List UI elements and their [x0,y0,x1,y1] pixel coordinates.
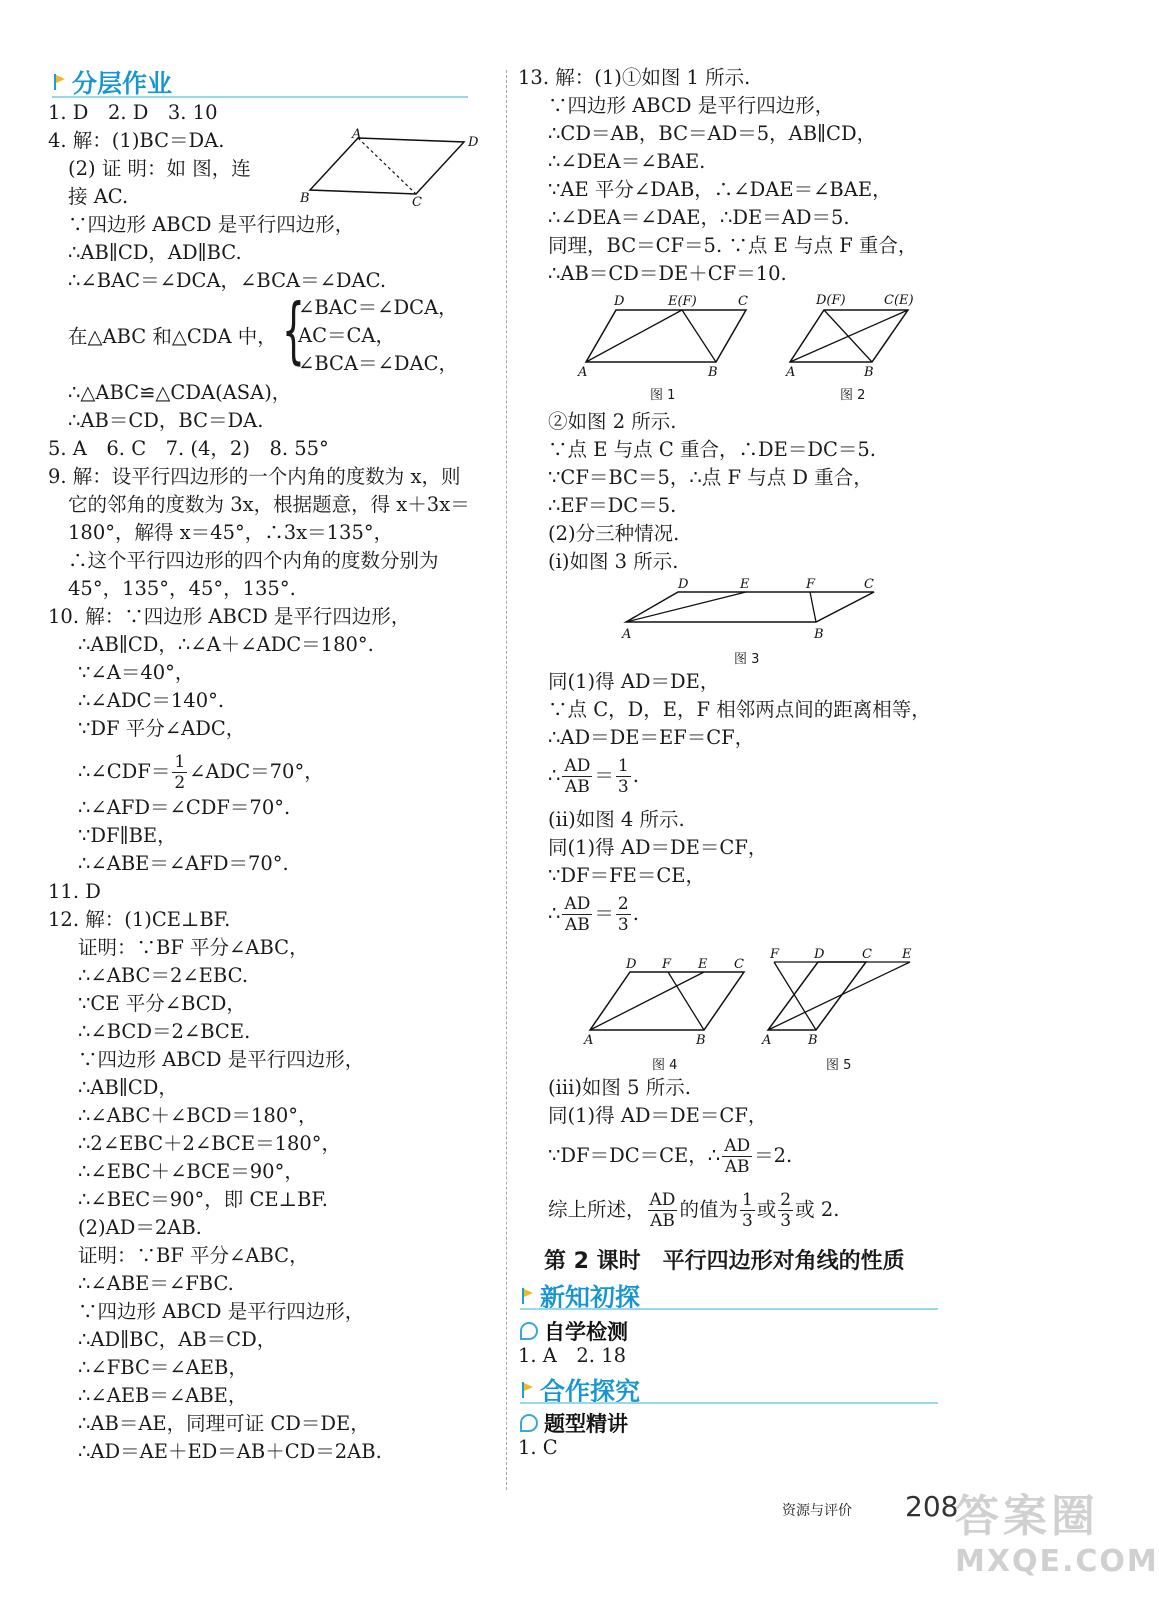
vertex-label: A [584,1033,594,1048]
answer-line: ∴∠EBC＋∠BCE＝90°， [78,1160,304,1183]
flag-icon [52,74,66,90]
footer-text: 资源与评价 [782,1503,852,1519]
answer-line: ∴∠BCD＝2∠BCE. [78,1020,251,1043]
answer-line: 180°，解得 x＝45°，∴3x＝135°， [68,521,394,544]
figure-caption: 图 5 [826,1058,852,1073]
figure-4-diagram [580,950,750,1050]
answer-line: 45°，135°，45°，135°. [68,577,296,600]
answer-line: ∴AB＝AE，同理可证 CD＝DE， [78,1412,370,1435]
figure-2 [780,290,930,402]
vertex-label: A [352,127,362,142]
fraction-half [172,752,187,793]
figure-3-diagram [616,574,886,646]
segment-ae [626,592,746,622]
text-fragment: ＝2. [754,1144,793,1167]
answer-line: 它的邻角的度数为 3x，根据题意，得 x＋3x＝ [68,493,470,516]
text-fragment: ∠ADC＝70°， [189,760,324,783]
figure-caption: 图 1 [650,388,676,403]
vertex-label: A [578,365,588,380]
segment-ae [768,962,910,1030]
numerator: AD [649,1190,676,1210]
pencil-icon [520,1322,538,1340]
answer-line: 接 AC. [68,185,129,208]
vertex-label: F [770,947,780,962]
figure-5 [760,942,920,1074]
answer-line: 在△ABC 和△CDA 中， [68,325,277,348]
vertex-label: B [864,365,874,380]
answer-line: 同理，BC＝CF＝5. ∵点 E 与点 F 重合， [548,234,918,257]
numerator: AD [564,756,591,776]
answer-line: ∵CE 平分∠BCD， [78,992,246,1015]
answer-line: ∵四边形 ABCD 是平行四边形， [78,1300,365,1323]
fraction-ad-ab [722,1136,752,1177]
vertex-label: B [708,365,718,380]
answer-line-with-fraction [548,1188,839,1232]
vertex-label: F [662,957,672,972]
vertex-label: C [734,957,744,972]
answer-line: ②如图 2 所示. [548,410,677,433]
answer-line: 1. C [518,1436,558,1459]
parallelogram-diagram [296,128,488,208]
answer-line: ∵∠A＝40°， [78,661,195,684]
section-title-layered-homework: 分层作业 [52,64,172,100]
vertex-label: B [808,1033,818,1048]
vertex-label: C [864,577,874,592]
parallelogram-shape [768,962,866,1030]
vertex-label: A [622,627,632,642]
answer-line: ∵点 E 与点 C 重合，∴DE＝DC＝5. [548,438,876,461]
answer-line: ∴AD＝AE＋ED＝AB＋CD＝2AB. [78,1440,382,1463]
fraction-two-thirds [616,894,631,935]
denominator: AB [564,777,590,797]
vertex-label: E [698,957,708,972]
section-rule [52,96,468,98]
numerator: AD [564,894,591,914]
vertex-label: D [468,135,479,150]
answer-line: ∵四边形 ABCD 是平行四边形， [68,213,355,236]
answer-line: ∴∠BEC＝90°，即 CE⊥BF. [78,1188,329,1211]
text-fragment: ∵DF＝DC＝CE，∴ [548,1144,721,1167]
figure-5-diagram [760,942,920,1050]
answer-line: ∴∠AEB＝∠ABE， [78,1384,248,1407]
vertex-label: F [806,577,816,592]
denominator: AB [724,1157,750,1177]
segment-ae [590,972,704,1030]
text-fragment: ∴∠CDF＝ [78,760,171,783]
flag-icon [520,1382,534,1398]
vertex-label: B [814,627,824,642]
answer-line: 12. 解：(1)CE⊥BF. [48,908,231,931]
page-number: 208 [905,1490,959,1523]
parallelogram-shape [626,592,874,622]
column-divider [506,70,507,1490]
answer-line: ∵点 C，D，E，F 相邻两点间的距离相等， [548,698,931,721]
text-fragment: 综上所述， [548,1198,646,1221]
figure-parallelogram-q4 [296,128,488,208]
vertex-label: B [300,191,310,206]
vertex-label: A [786,365,796,380]
answer-line: ∴∠ADC＝140°. [78,689,225,712]
answer-line: (iii)如图 5 所示. [548,1076,691,1099]
answer-line: ∴∠ABC＋∠BCD＝180°， [78,1104,318,1127]
answer-line: ∵CF＝BC＝5，∴点 F 与点 D 重合， [548,466,873,489]
segment-bf [682,310,716,362]
answer-line: ∴AD＝DE＝EF＝CF， [548,726,755,749]
answer-line: (ii)如图 4 所示. [548,808,685,831]
vertex-label: D [626,957,637,972]
answer-line: 同(1)得 AD＝DE＝CF， [548,836,768,859]
vertex-label: C [412,195,422,210]
brace-line: ∠BCA＝∠DAC， [298,352,459,375]
section-rule [520,1402,938,1404]
therefore-symbol: ∴ [548,902,561,925]
numerator: 2 [780,1190,792,1210]
figure-1-diagram [572,290,762,380]
answer-line: (2)分三种情况. [548,522,680,545]
answer-line: 证明：∵BF 平分∠ABC， [78,1244,309,1267]
denominator: AB [650,1211,675,1231]
answer-line: ∴AB＝CD＝DE＋CF＝10. [548,262,787,285]
brace-line: AC＝CA， [298,324,396,347]
answer-line: ∵四边形 ABCD 是平行四边形， [548,94,835,117]
vertex-label: E [902,947,912,962]
answer-line: ∴CD＝AB，BC＝AD＝5，AB∥CD， [548,122,877,145]
section-title-new-knowledge: 新知初探 [520,1278,640,1314]
answer-line-with-fraction [548,1134,792,1178]
numerator: 1 [617,756,629,776]
numerator: AD [724,1136,751,1156]
segment-bf [824,310,872,362]
numerator: 1 [174,752,186,772]
figure-3 [616,574,886,666]
figure-caption: 图 2 [840,388,866,403]
brace-icon: { [282,288,305,372]
text-fragment: 或 [756,1198,777,1221]
watermark-top: 答案圈 [955,1491,1099,1542]
answer-line: 5. A 6. C 7. (4，2) 8. 55° [48,437,329,460]
text-fragment: 或 2. [795,1198,840,1221]
lesson-title: 第 2 课时 平行四边形对角线的性质 [544,1249,905,1274]
parallelogram-shape [310,138,464,194]
answer-line: 9. 解：设平行四边形的一个内角的度数为 x，则 [48,465,461,488]
subsection-question-types: 题型精讲 [520,1408,628,1438]
answer-line: 13. 解：(1)①如图 1 所示. [518,66,751,89]
denominator: 2 [174,773,186,793]
parallelogram-shape [590,972,744,1030]
vertex-label: C(E) [884,293,914,308]
text-fragment: 的值为 [679,1198,738,1221]
answer-line: 11. D [48,880,101,903]
fraction-ad-ab [562,894,592,935]
denominator: 3 [617,915,629,935]
diagonal-ac [358,138,416,194]
answer-line: (i)如图 3 所示. [548,550,679,573]
answer-line: 证明：∵BF 平分∠ABC， [78,936,309,959]
answer-line: ∴∠AFD＝∠CDF＝70°. [78,796,291,819]
fraction-two-thirds [778,1190,793,1231]
answer-line-with-fraction: ∴ $\frac{AD}{AB}$ ＝ $\frac{2}{3}$ . [548,894,639,935]
answer-line: (2)AD＝2AB. [78,1216,202,1239]
vertex-label: D [678,577,689,592]
segment-bf [810,592,816,622]
answer-line: ∴∠FBC＝∠AEB， [78,1356,248,1379]
vertex-label: D(F) [816,293,846,308]
answer-line: ∴AB∥CD，∴∠A＋∠ADC＝180°. [78,633,374,656]
numerator: 2 [617,894,629,914]
answer-line: ∴AB∥CD， [78,1076,178,1099]
answer-line: ∴△ABC≌△CDA(ASA)， [68,381,292,404]
answer-line: ∵四边形 ABCD 是平行四边形， [78,1048,365,1071]
vertex-label: D [814,947,825,962]
answer-line: 同(1)得 AD＝DE＝CF， [548,1104,768,1127]
fraction-ad-ab [648,1190,678,1231]
answer-line: ∴∠ABC＝2∠EBC. [78,964,249,987]
answer-line: ∵AE 平分∠DAB，∴∠DAE＝∠BAE， [548,178,892,201]
parallelogram-shape [586,310,746,362]
answer-line: ∴∠ABE＝∠AFD＝70°. [78,852,289,875]
therefore-symbol: ∴ [548,764,561,787]
bulb-icon [520,1414,538,1432]
answer-line: ∴∠DEA＝∠BAE. [548,150,706,173]
figure-2-diagram [780,290,930,380]
denominator: 3 [741,1211,753,1231]
vertex-label: C [738,294,748,309]
figure-1 [572,290,762,402]
answer-line: ∴∠BAC＝∠DCA，∠BCA＝∠DAC. [68,269,387,292]
vertex-label: D [614,294,625,309]
vertex-label: B [696,1033,706,1048]
answer-line-with-fraction [78,750,324,794]
answer-line: 1. D 2. D 3. 10 [48,101,218,124]
answer-line: ∴EF＝DC＝5. [548,494,677,517]
answer-line: ∵DF＝FE＝CE， [548,864,705,887]
answer-line: ∵DF∥BE， [78,824,177,847]
watermark [955,1480,1159,1579]
section-rule [520,1308,938,1310]
subsection-self-check: 自学检测 [520,1316,628,1346]
denominator: AB [564,915,590,935]
answer-line: ∴AB＝CD，BC＝DA. [68,409,264,432]
answer-line: ∴这个平行四边形的四个内角的度数分别为 [68,549,439,572]
answer-line-with-fraction: ∴ $\frac{AD}{AB}$ ＝ $\frac{1}{3}$ . [548,756,639,797]
flag-icon [520,1288,534,1304]
section-title-cooperative: 合作探究 [520,1372,640,1408]
vertex-label: E [740,577,750,592]
answer-line: ∴2∠EBC＋2∠BCE＝180°， [78,1132,342,1155]
vertex-label: C [862,947,872,962]
figure-caption: 图 4 [652,1058,678,1073]
fraction-ad-ab [562,756,592,797]
answer-line: ∵DF 平分∠ADC， [78,717,246,740]
fraction-one-third [616,756,631,797]
answer-line: ∴AB∥CD，AD∥BC. [68,241,242,264]
figure-4 [580,950,750,1074]
watermark-bottom: MXQE.COM [955,1544,1159,1579]
denominator: 3 [617,777,629,797]
vertex-label: A [762,1033,772,1048]
answer-line: 4. 解：(1)BC＝DA. [48,129,225,152]
answer-line: ∴∠ABE＝∠FBC. [78,1272,234,1295]
brace-line: ∠BAC＝∠DCA， [298,296,458,319]
denominator: 3 [780,1211,792,1231]
vertex-label: E(F) [668,294,697,309]
answer-line: 10. 解：∵四边形 ABCD 是平行四边形， [48,605,411,628]
answer-line: (2) 证 明：如 图，连 [68,157,251,180]
answer-line: ∴AD∥BC，AB＝CD， [78,1328,277,1351]
brace-system [282,288,472,380]
numerator: 1 [741,1190,753,1210]
answer-line: 同(1)得 AD＝DE， [548,670,720,693]
answer-line: ∴∠DEA＝∠DAE，∴DE＝AD＝5. [548,206,850,229]
fraction-one-third [740,1190,755,1231]
answer-line: 1. A 2. 18 [518,1344,627,1367]
figure-caption: 图 3 [734,652,760,667]
